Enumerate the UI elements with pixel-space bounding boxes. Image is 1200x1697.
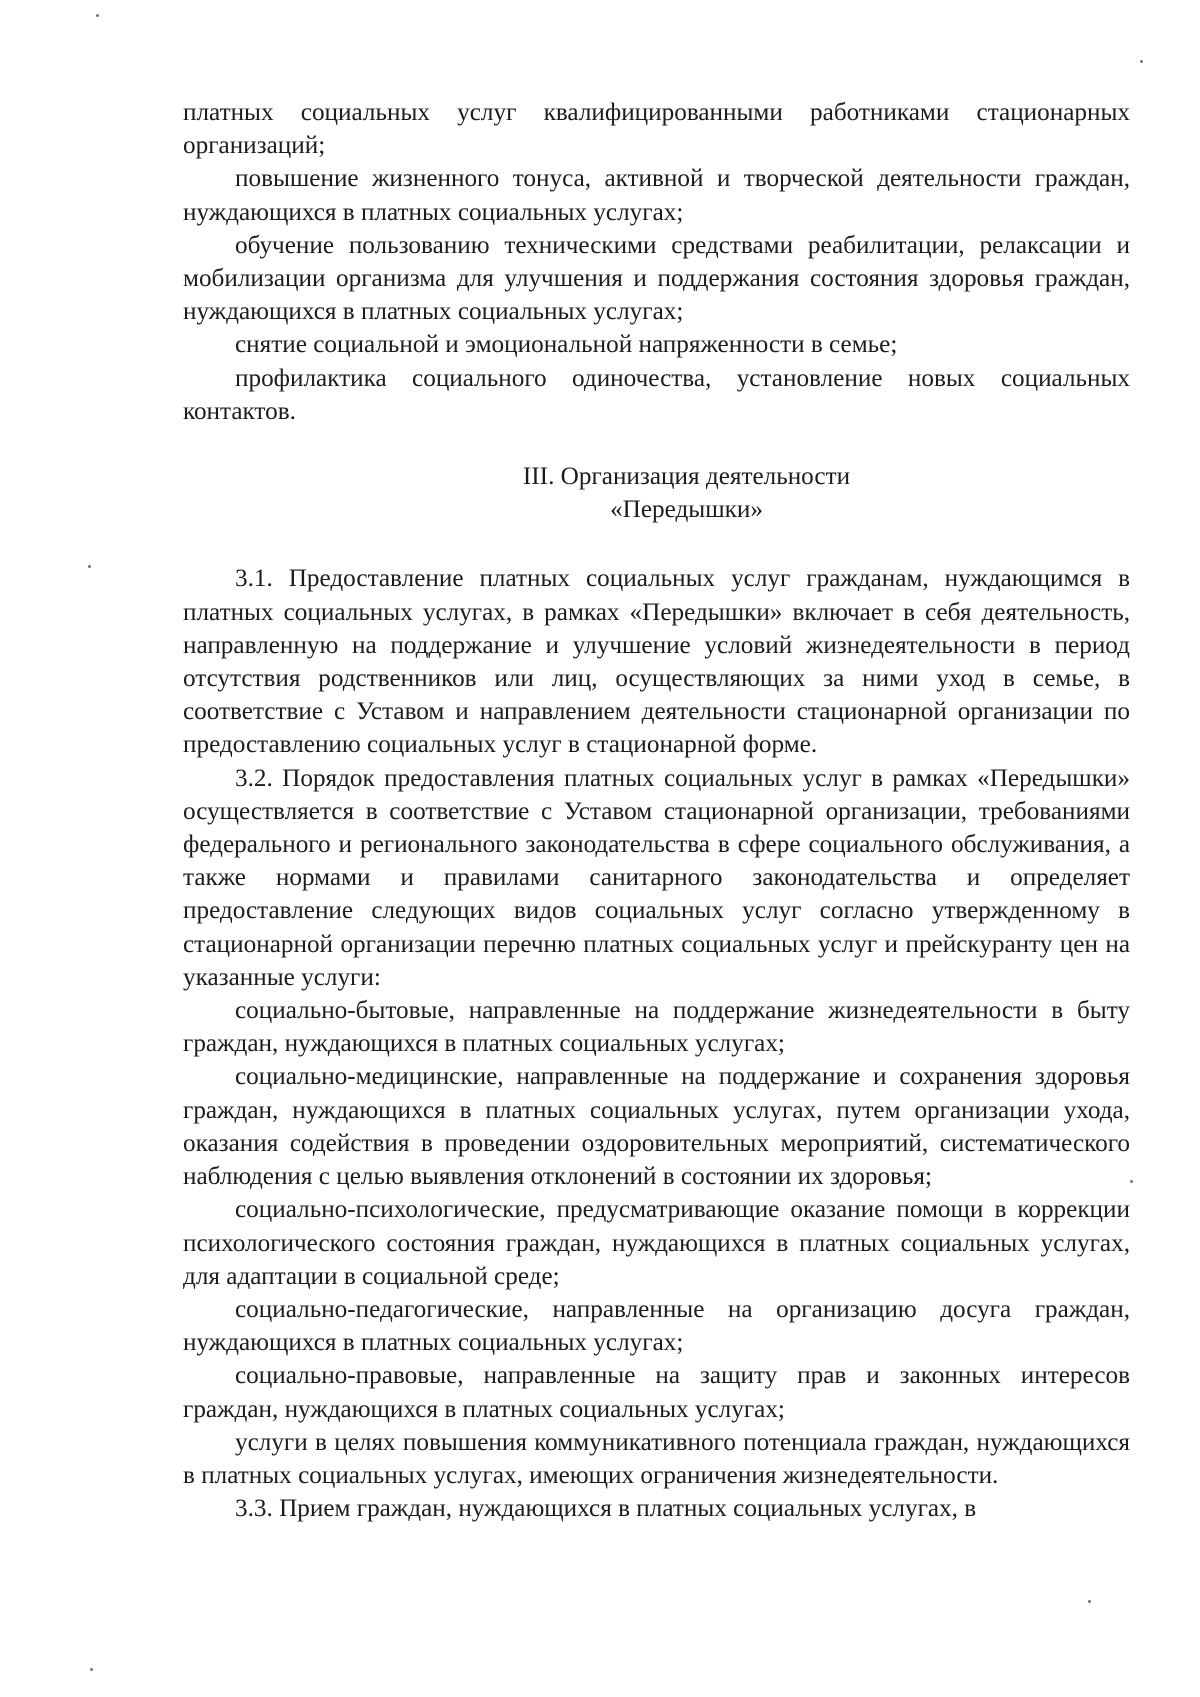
scan-speck (1088, 1600, 1091, 1603)
document-body (183, 96, 1130, 1525)
scan-speck (1140, 60, 1143, 63)
paragraph: социально-педагогические, направленные на организацию досуга граждан, нуждающихся в платных социальных услугах; (183, 1295, 1130, 1357)
scan-speck (88, 565, 91, 568)
paragraph: платных социальных услуг квалифицированными работниками стационарных организаций; (183, 99, 1130, 160)
paragraph: 3.3. Прием граждан, нуждающихся в платных социальных услугах, в (235, 1495, 977, 1523)
paragraph: 3.2. Порядок предоставления платных социальных услуг в рамках «Передышки» осуществляется в соответствие с Уставом стационарной организации, требованиями федерального и регионального законодательства в сфере социального обслуживания, а также нормами и правилами санитарного законодательства и определяет предоставление следующих видов социальных услуг согласно утвержденному в стационарной организации перечню платных социальных услуг и прейскуранту цен на указанные услуги: (183, 764, 1130, 991)
scan-speck (96, 14, 99, 17)
scan-speck (1130, 1180, 1133, 1183)
paragraph: социально-бытовые, направленные на поддержание жизнедеятельности в быту граждан, нуждающихся в платных социальных услугах; (183, 997, 1130, 1058)
section-heading-line: «Передышки» (610, 496, 763, 524)
paragraph: повышение жизненного тонуса, активной и творческой деятельности граждан, нуждающихся в платных социальных услугах; (183, 165, 1130, 226)
section-heading-line: III. Организация деятельности (522, 463, 851, 491)
paragraph: 3.1. Предоставление платных социальных услуг гражданам, нуждающимся в платных социальных услугах, в рамках «Передышки» включает в себя деятельность, направленную на поддержание и улучшение условий жизнедеятельности в период отсутствия родственников или лиц, осуществляющих за ними уход в семье, в соответствие с Уставом и направлением деятельности стационарной организации по предоставлению социальных услуг в стационарной форме. (183, 565, 1130, 759)
paragraph: социально-правовые, направленные на защиту прав и законных интересов граждан, нуждающихся в платных социальных услугах; (183, 1362, 1130, 1423)
paragraph: социально-медицинские, направленные на поддержание и сохранения здоровья граждан, нуждающихся в платных социальных услугах, путем организации ухода, оказания содействия в проведении оздоровительных мероприятий, систематического наблюдения с целью выявления отклонений в состоянии их здоровья; (183, 1063, 1130, 1191)
section-heading (183, 460, 1130, 526)
paragraph: социально-психологические, предусматривающие оказание помощи в коррекции психологического состояния граждан, нуждающихся в платных социальных услугах, для адаптации в социальной среде; (183, 1196, 1130, 1290)
paragraph: снятие социальной и эмоциональной напряженности в семье; (235, 331, 898, 359)
paragraph: обучение пользованию техническими средствами реабилитации, релаксации и мобилизации организма для улучшения и поддержания состояния здоровья граждан, нуждающихся в платных социальных услугах; (183, 231, 1130, 326)
paragraph: профилактика социального одиночества, установление новых социальных контактов. (183, 364, 1130, 425)
scan-speck (90, 1668, 93, 1671)
paragraph: услуги в целях повышения коммуникативного потенциала граждан, нуждающихся в платных социальных услугах, имеющих ограничения жизнедеятельности. (183, 1428, 1130, 1489)
